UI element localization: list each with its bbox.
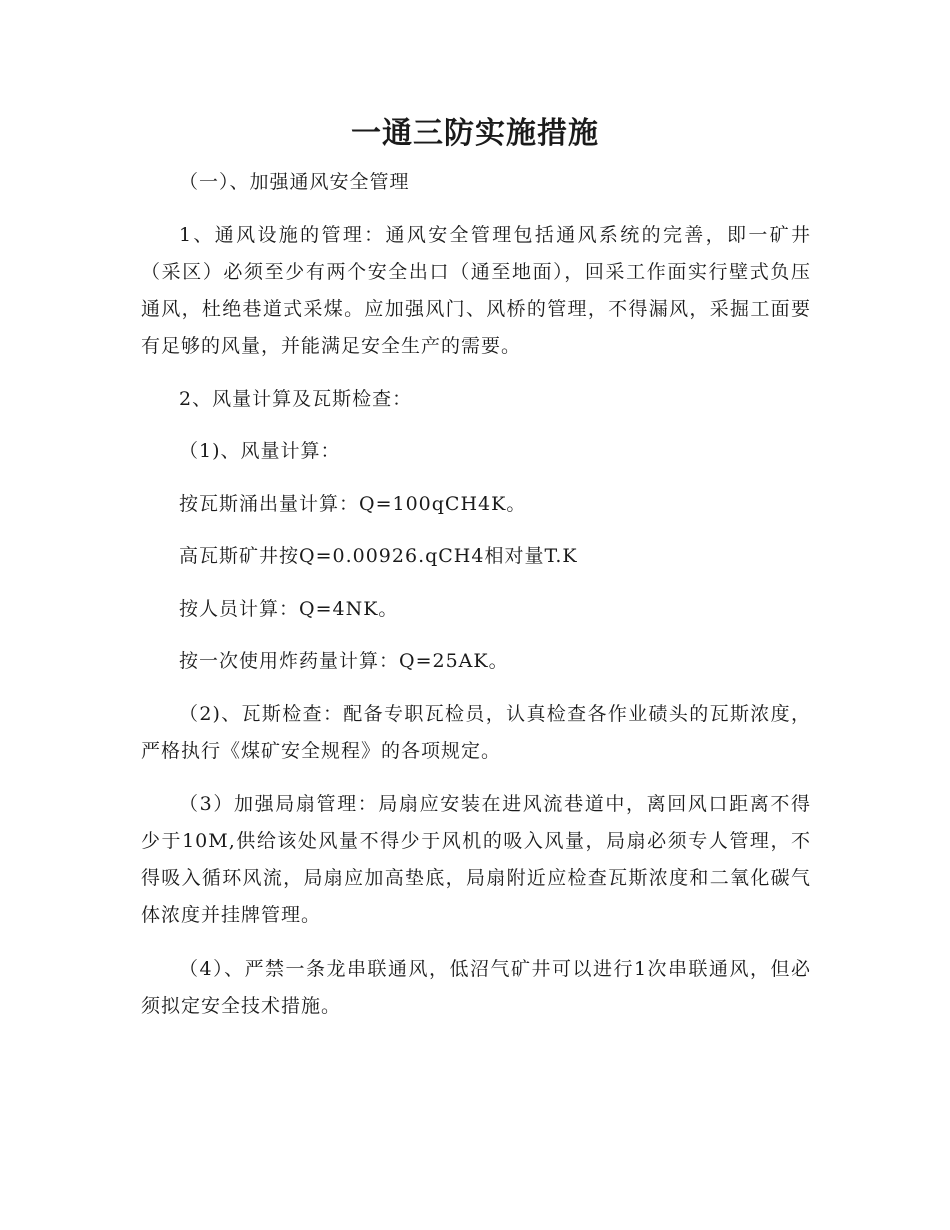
document-title: 一通三防实施措施 [351,116,599,151]
paragraph-gas-inspection: （2)、瓦斯检查：配备专职瓦检员，认真检查各作业碛头的瓦斯浓度，严格执行《煤矿安全规程》的各项规定。 [141,703,811,762]
paragraph-air-volume-calculation: （1)、风量计算： [179,440,341,462]
paragraph-gas-emission-formula: 按瓦斯涌出量计算：Q=100qCH4K。 [179,493,527,515]
section-heading: （一）、加强通风安全管理 [179,171,410,193]
paragraph-high-gas-mine-formula: 高瓦斯矿井按Q=0.00926.qCH4相对量T.K [179,545,578,567]
paragraph-local-fan-management: （3）加强局扇管理：局扇应安装在进风流巷道中，离回风口距离不得少于10M,供给该处风量不得少于风机的吸入风量，局扇必须专人管理，不得吸入循环风流，局扇应加高垫底，局扇附近应检查瓦斯浓度和二氧化碳气体浓度并挂牌管理。 [141,793,811,926]
paragraph-ventilation-facilities: 1、通风设施的管理：通风安全管理包括通风系统的完善，即一矿井（采区）必须至少有两个安全出口（通至地面），回采工作面实行壁式负压通风，杜绝巷道式采煤。应加强风门、风桥的管理，不得漏风，采掘工面要有足够的风量，并能满足安全生产的需要。 [141,224,811,357]
paragraph-explosive-formula: 按一次使用炸药量计算：Q=25AK。 [179,650,509,672]
paragraph-series-ventilation: （4）、严禁一条龙串联通风，低沼气矿井可以进行1次串联通风，但必须拟定安全技术措施。 [141,958,811,1017]
paragraph-personnel-formula: 按人员计算：Q=4NK。 [179,598,399,620]
paragraph-air-volume-gas-check: 2、风量计算及瓦斯检查： [179,388,413,410]
